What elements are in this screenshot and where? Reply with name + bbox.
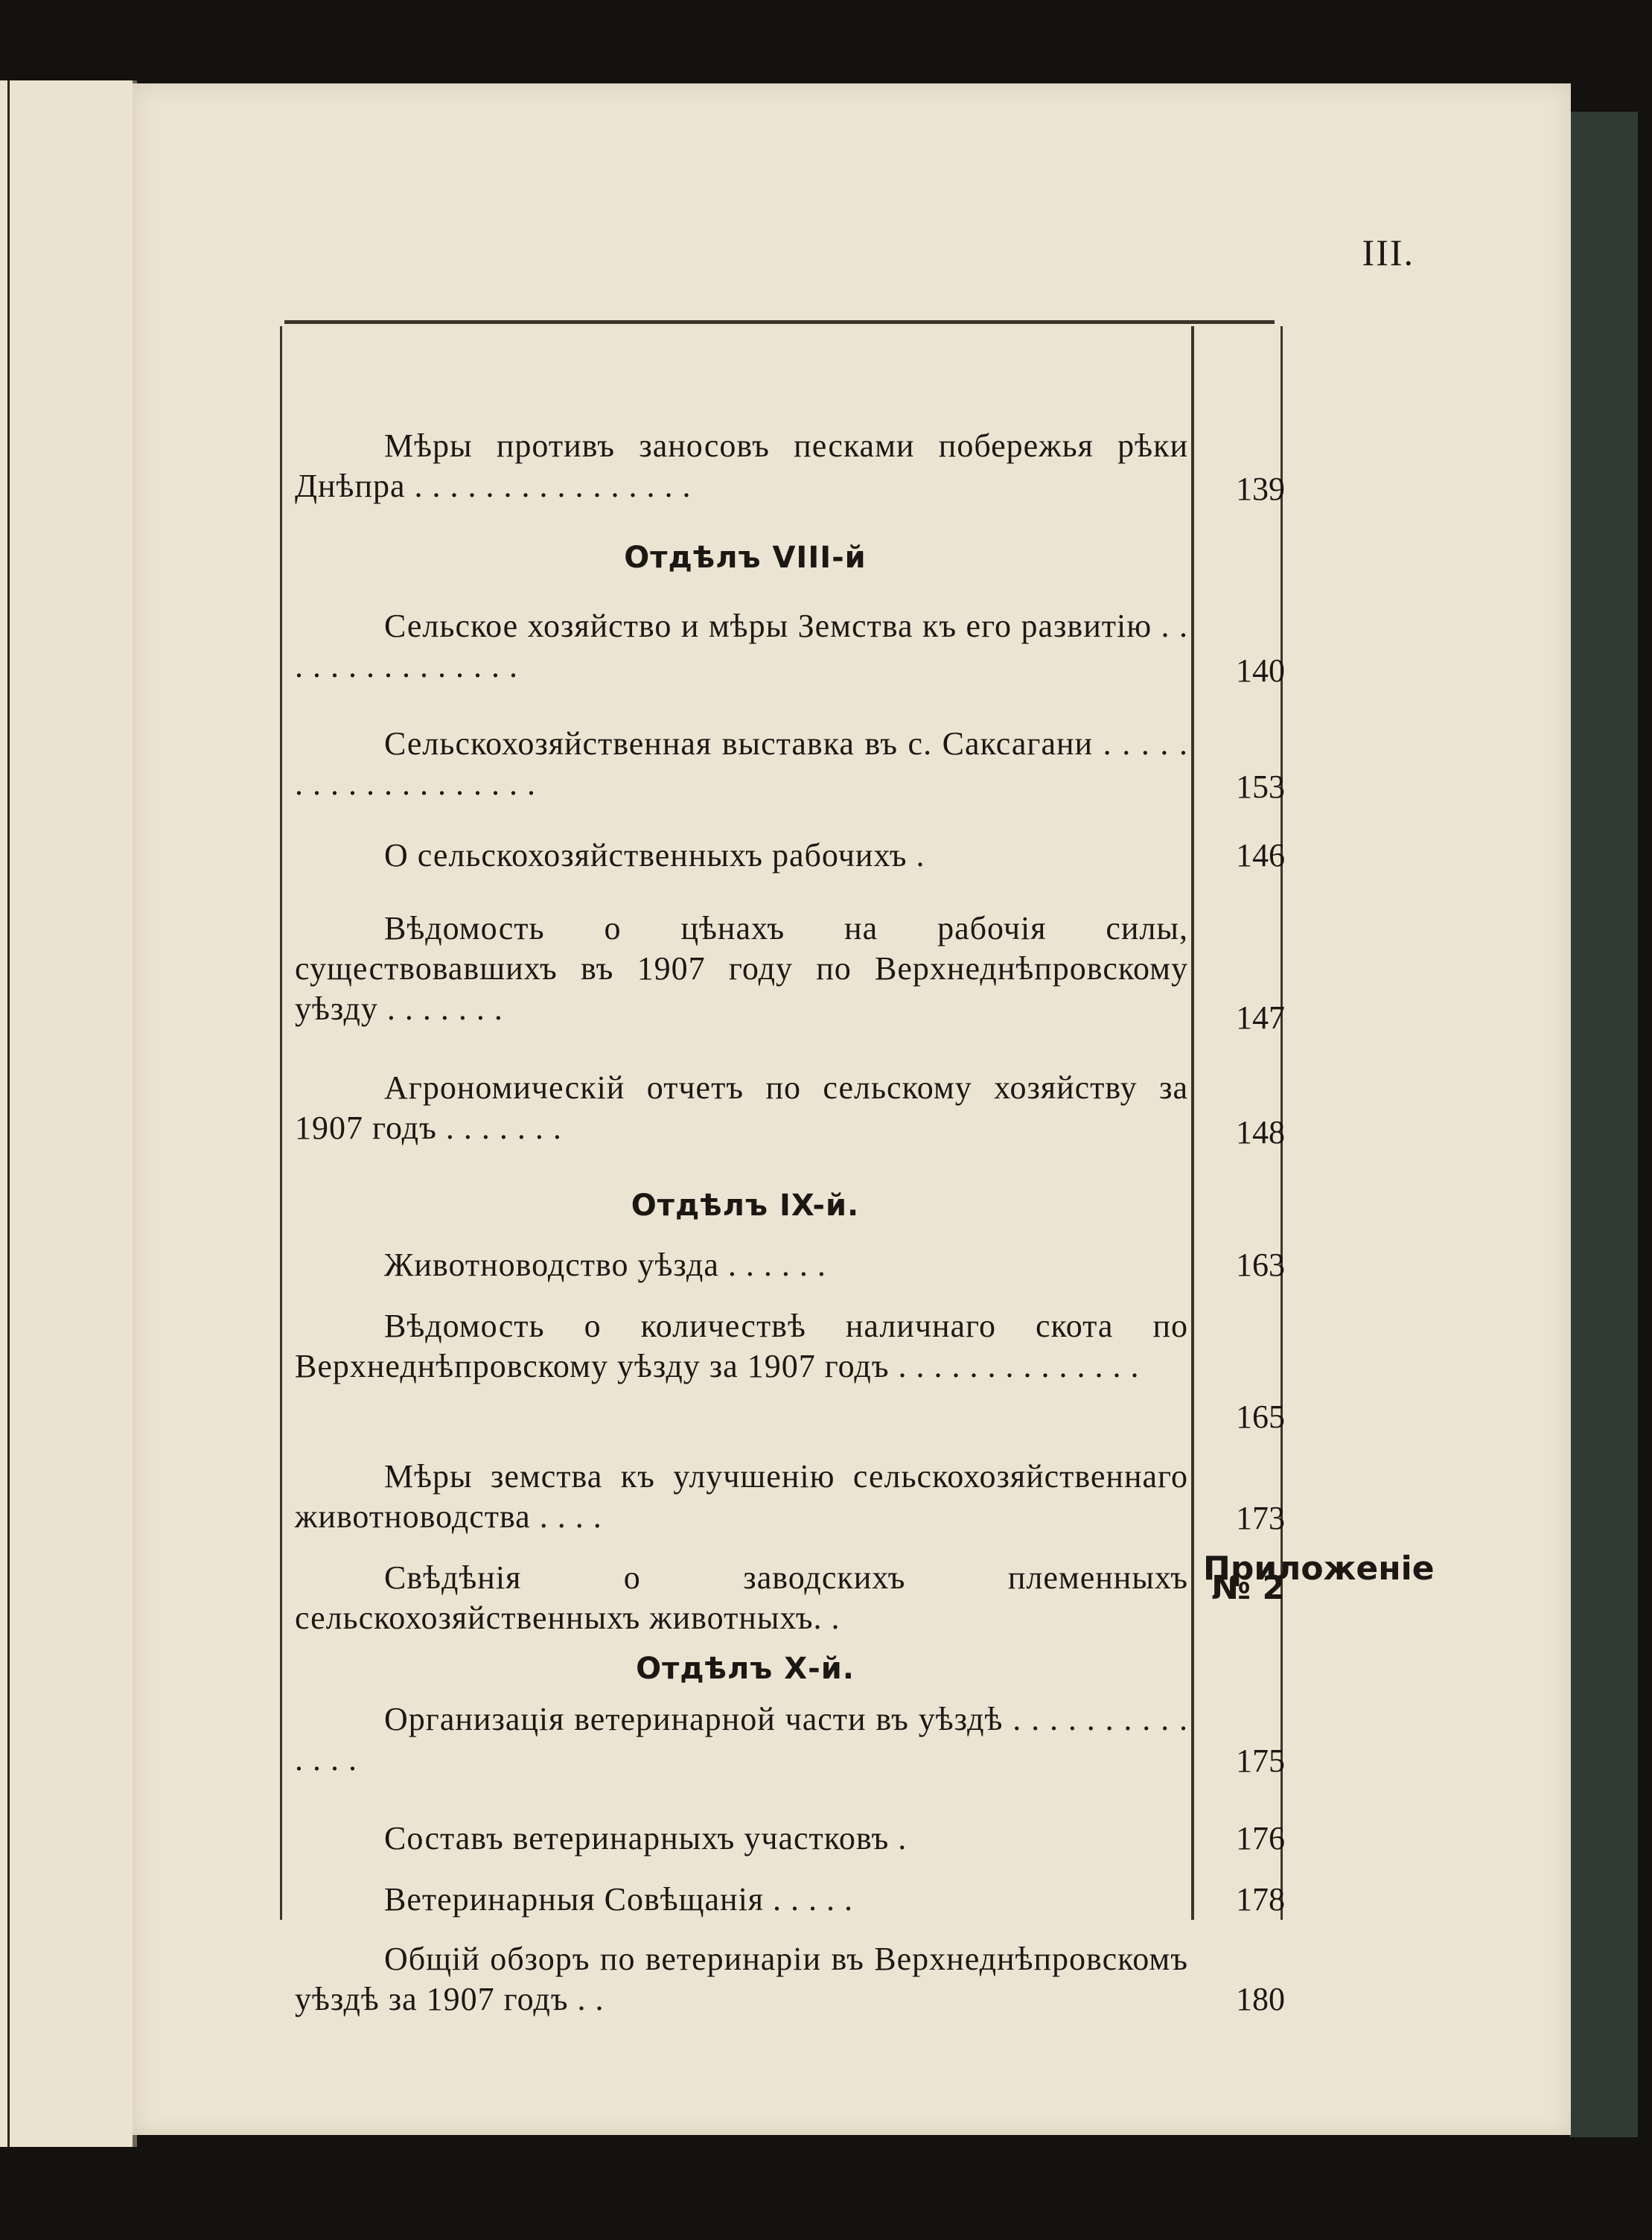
toc-entry-title: О сельскохозяйственныхъ рабочихъ . <box>384 837 925 874</box>
toc-entry-title: Составъ ветеринарныхъ участковъ . <box>384 1820 908 1856</box>
book-page <box>133 83 1571 2135</box>
toc-entry-title: Мѣры противъ заносовъ песками побережья рѣки Днѣпра . . . . . . . . . . . . . . . . <box>295 427 1188 504</box>
toc-entry-page: 176 <box>1236 1820 1285 1856</box>
toc-entry-page: 147 <box>1236 999 1285 1036</box>
toc-entry-page: 139 <box>1236 471 1285 507</box>
toc-entry-page: 146 <box>1236 837 1285 874</box>
toc-entry-page: 175 <box>1236 1743 1285 1779</box>
toc-entry-appendix: Приложеніе № 2 <box>1203 1550 1435 1607</box>
toc-entry-title: Общій обзоръ по ветеринаріи въ Верхнеднѣпровскомъ уѣздѣ за 1907 годъ . . <box>295 1941 1188 2017</box>
toc-entry-page: 180 <box>1236 1981 1285 2017</box>
toc-entry-page: 140 <box>1236 652 1285 689</box>
toc-entry-title: Вѣдомость о цѣнахъ на рабочія силы, существовавшихъ въ 1907 году по Верхнеднѣпровскому уѣзду . . . . . . . <box>295 910 1188 1027</box>
toc-entry-page: 173 <box>1236 1500 1285 1536</box>
left-page-edge <box>0 80 137 2147</box>
toc-entry-title: Ветеринарныя Совѣщанія . . . . . <box>384 1881 854 1918</box>
toc-entry-title: Сельское хозяйство и мѣры Земства къ его развитію . . . . . . . . . . . . . . . <box>295 608 1188 684</box>
toc-entry-page: 178 <box>1236 1881 1285 1918</box>
toc-entry-title: Сельскохозяйственная выставка въ с. Саксагани . . . . . . . . . . . . . . . . . . . <box>295 725 1188 802</box>
section-heading: Отдѣлъ VIII-й <box>624 541 867 575</box>
toc-entry-page: 153 <box>1236 769 1285 805</box>
left-page-binding-line <box>7 80 10 2147</box>
section-heading: Отдѣлъ IX-й. <box>631 1189 860 1223</box>
page-number: III. <box>1362 232 1415 273</box>
toc-entry-title: Агрономическій отчетъ по сельскому хозяйству за 1907 годъ . . . . . . . <box>295 1069 1188 1146</box>
book-spine <box>1566 112 1638 2137</box>
toc-entry-title: Мѣры земства къ улучшенію сельскохозяйственнаго животноводства . . . . <box>295 1458 1188 1535</box>
toc-entry-page: 148 <box>1236 1114 1285 1151</box>
toc-entry-title: Свѣдѣнія о заводскихъ племенныхъ сельскохозяйственныхъ животныхъ. . <box>295 1559 1188 1636</box>
table-top-rule <box>284 320 1275 324</box>
section-heading: Отдѣлъ Х-й. <box>636 1652 855 1686</box>
toc-entry-title: Животноводство уѣзда . . . . . . <box>384 1247 826 1283</box>
toc-entry-page: 163 <box>1236 1247 1285 1283</box>
toc-entry-title: Вѣдомость о количествѣ наличнаго скота по Верхнеднѣпровскому уѣзду за 1907 годъ . . . . . . . . . . . . . . <box>295 1308 1188 1384</box>
toc-entry-title: Организація ветеринарной части въ уѣздѣ . . . . . . . . . . . . . . <box>295 1701 1188 1778</box>
table-left-rule <box>280 326 282 1920</box>
toc-entry-page: 165 <box>1236 1399 1285 1435</box>
